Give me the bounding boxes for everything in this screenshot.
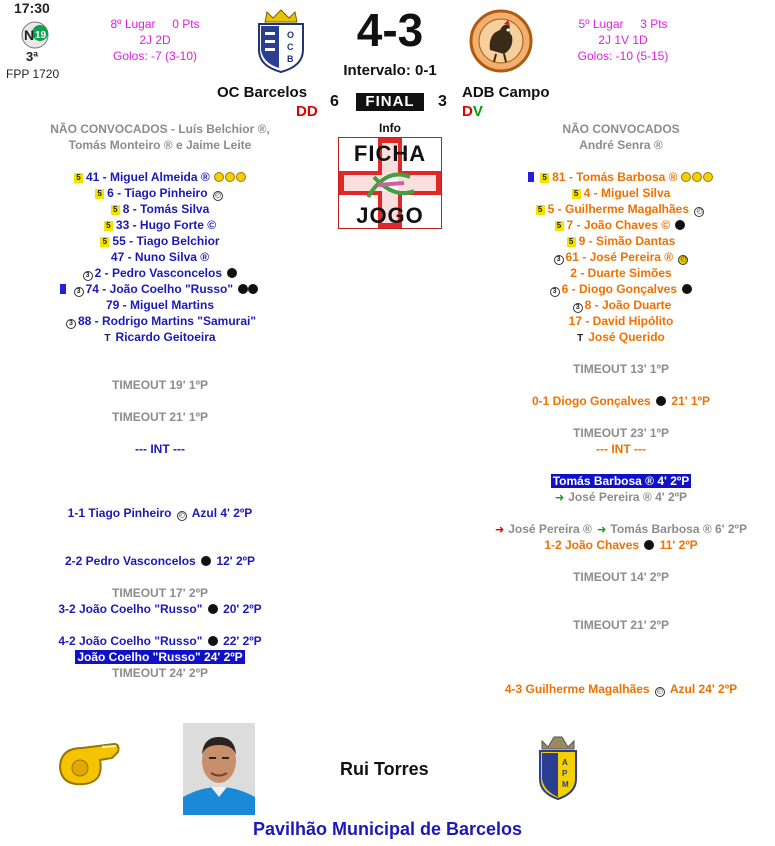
status-final: FINAL (356, 93, 424, 111)
player-name: Diogo Gonçalves (578, 282, 678, 296)
svg-text:M: M (562, 780, 569, 789)
home-form: DD (296, 103, 318, 120)
home-goal-4[interactable] (20, 633, 300, 649)
player-number: 33 (115, 218, 130, 232)
away-timeout-4: TIMEOUT 21' 2ºP (573, 618, 669, 632)
clock-icon: ◴ (214, 192, 221, 199)
trophy-icon (703, 172, 713, 182)
home-blue-card-event[interactable] (20, 649, 300, 665)
away-points: 3 Pts (640, 17, 668, 31)
goal-time: 12' 2ºP (216, 554, 256, 568)
three-badge-icon: 3 (550, 287, 560, 297)
away-goal-1[interactable] (480, 393, 762, 409)
goal-time: 21' 1ºP (671, 394, 710, 408)
ball-icon (248, 284, 258, 294)
five-badge-icon: 5 (74, 173, 83, 183)
player-number: 81 (552, 170, 566, 184)
goal-time: Azul 24' 2ºP (669, 682, 738, 696)
player-name: Nuno Silva ® (134, 250, 210, 264)
home-player-33[interactable]: 5 33 - Hugo Forte © (20, 217, 300, 233)
five-badge-icon: 5 (540, 173, 549, 183)
player-name: Tiago Pinheiro (124, 186, 208, 200)
arrow-in-icon: ➜ (554, 492, 565, 504)
player-name: João Chaves © (583, 218, 671, 232)
goal-time: 22' 2ºP (223, 634, 262, 648)
clock-icon: ◴ (680, 256, 687, 263)
blue-card-highlight: Tomás Barbosa ® 4' 2ºP (552, 474, 690, 488)
division-label: 3ª (26, 49, 39, 64)
trophy-icon (681, 172, 691, 182)
away-form-v: V (472, 103, 483, 120)
player-name: Tiago Belchior (136, 234, 220, 248)
five-badge-icon: 5 (572, 189, 581, 199)
goal-time: Azul 4' 2ºP (191, 506, 253, 520)
home-player-41[interactable]: 5 41 - Miguel Almeida ® (20, 169, 300, 185)
trophy-icon (692, 172, 702, 182)
player-name: Rodrigo Martins "Samurai" (101, 314, 257, 328)
away-player-8[interactable]: 3 8 - João Duarte (480, 297, 762, 313)
blue-card-icon (60, 284, 66, 294)
home-team-name[interactable]: OC Barcelos (217, 84, 308, 101)
player-number: 74 (85, 282, 99, 296)
home-timeout-1: TIMEOUT 19' 1ºP (112, 378, 208, 392)
five-badge-icon: 5 (104, 221, 113, 231)
home-timeout-3: TIMEOUT 17' 2ºP (112, 586, 208, 600)
away-timeout-3: TIMEOUT 14' 2ºP (573, 570, 669, 584)
away-timeout-2: TIMEOUT 23' 1ºP (573, 426, 669, 440)
player-name: Miguel Almeida ® (109, 170, 210, 184)
clock-icon: ◴ (696, 208, 703, 215)
jogo-text: JOGO (356, 203, 424, 228)
coach-icon: T (104, 333, 111, 344)
trophy-icon (214, 172, 224, 182)
goal-text: 4-2 João Coelho "Russo" (58, 634, 203, 648)
sub-text: José Pereira ® 4' 2ºP (568, 490, 688, 504)
away-absent-title: NÃO CONVOCADOS (562, 122, 680, 136)
three-badge-icon: 3 (83, 271, 93, 281)
svg-text:A: A (562, 758, 568, 767)
home-player-2[interactable]: 3 2 - Pedro Vasconcelos (20, 265, 300, 281)
home-record: 2J 2D (139, 33, 171, 47)
ball-icon (201, 556, 211, 566)
trophy-icon (236, 172, 246, 182)
rating-label: FPP 1720 (6, 67, 60, 81)
svg-text:C: C (287, 42, 294, 52)
away-record: 2J 1V 1D (598, 33, 648, 47)
home-player-88[interactable]: 3 88 - Rodrigo Martins "Samurai" (20, 313, 300, 329)
player-number: 55 (112, 234, 126, 248)
player-number: 2 (570, 266, 577, 280)
ball-icon (656, 396, 666, 406)
goal-time: 11' 2ºP (659, 538, 698, 552)
five-badge-icon: 5 (555, 221, 564, 231)
home-player-79[interactable]: 79 - Miguel Martins (105, 298, 215, 312)
away-substitution[interactable] (480, 521, 762, 537)
away-player-81[interactable]: 5 81 - Tomás Barbosa ® (480, 169, 762, 185)
clock-icon: ◴ (656, 688, 663, 695)
player-name: Miguel Silva (601, 186, 671, 200)
away-rank: 5º Lugar (578, 17, 624, 31)
info-label: Info (379, 121, 401, 135)
three-badge-icon: 3 (74, 287, 84, 297)
goal-text: 0-1 Diogo Gonçalves (532, 394, 651, 408)
goal-text: 1-1 Tiago Pinheiro (67, 506, 172, 520)
away-shots: 3 (438, 93, 447, 110)
player-name: José Pereira ® (589, 250, 674, 264)
player-number: 6 (107, 186, 114, 200)
home-player-8[interactable]: 5 8 - Tomás Silva (20, 201, 300, 217)
five-badge-icon: 5 (100, 237, 109, 247)
away-player-6[interactable]: 3 6 - Diogo Gonçalves (480, 281, 762, 297)
away-interval: --- INT --- (596, 442, 646, 456)
five-badge-icon: 5 (95, 189, 104, 199)
home-goals: Golos: -7 (3-10) (112, 49, 198, 63)
player-number: 61 (565, 250, 579, 264)
coach-name: José Querido (588, 330, 665, 344)
player-name: Miguel Martins (130, 298, 215, 312)
player-number: 47 (110, 250, 125, 264)
halftime-score: Intervalo: 0-1 (343, 62, 437, 79)
three-badge-icon: 3 (573, 303, 583, 313)
home-goal-3[interactable] (20, 601, 300, 617)
three-badge-icon: 3 (554, 255, 564, 265)
sub-out-text: José Pereira ® (508, 522, 592, 536)
player-number: 8 (584, 298, 592, 312)
home-timeout-2: TIMEOUT 21' 1ºP (112, 410, 208, 424)
player-name: Guilherme Magalhães (564, 202, 690, 216)
player-name: David Hipólito (592, 314, 674, 328)
ball-icon (208, 636, 218, 646)
home-goal-1[interactable] (20, 505, 300, 521)
home-coach[interactable] (20, 329, 300, 345)
home-interval: --- INT --- (135, 442, 185, 456)
ball-icon (682, 284, 692, 294)
ball-icon (227, 268, 237, 278)
five-badge-icon: 5 (111, 205, 120, 215)
kickoff-time: 17:30 (14, 0, 50, 16)
whistle-icon (56, 738, 124, 790)
player-number: 79 (105, 298, 120, 312)
player-name: Duarte Simões (587, 266, 672, 280)
player-number: 4 (583, 186, 591, 200)
blue-card-icon (528, 172, 534, 182)
player-number: 6 (561, 282, 569, 296)
svg-text:P: P (562, 769, 568, 778)
away-coach[interactable] (480, 329, 762, 345)
trophy-icon (225, 172, 235, 182)
away-goal-3[interactable] (480, 681, 762, 697)
player-number: 88 (77, 314, 92, 328)
away-goal-2[interactable] (480, 537, 762, 553)
home-goal-2[interactable] (20, 553, 300, 569)
home-absent-names: Tomás Monteiro ® e Jaime Leite (68, 138, 252, 152)
ball-icon (238, 284, 248, 294)
home-player-6[interactable]: 5 6 - Tiago Pinheiro ◴ (20, 185, 300, 201)
player-number: 7 (566, 218, 574, 232)
player-number: 2 (94, 266, 102, 280)
player-name: João Duarte (602, 298, 672, 312)
home-absent-title: NÃO CONVOCADOS - Luís Belchior ®, (50, 122, 270, 136)
five-badge-icon: 5 (536, 205, 545, 215)
ficha-text: FICHA (353, 141, 427, 166)
player-name: Simão Dantas (596, 234, 676, 248)
svg-text:B: B (287, 54, 294, 64)
player-name: Hugo Forte © (139, 218, 217, 232)
arrow-out-icon: ➜ (495, 524, 505, 536)
home-player-74[interactable]: 3 74 - João Coelho "Russo" (20, 281, 300, 297)
away-player-4[interactable]: 5 4 - Miguel Silva (480, 185, 762, 201)
home-column (20, 0, 300, 846)
venue-name[interactable]: Pavilhão Municipal de Barcelos (252, 819, 523, 839)
player-number: 5 (547, 202, 555, 216)
svg-text:19: 19 (35, 30, 47, 41)
away-player-61[interactable]: 3 61 - José Pereira ® ◴ (480, 249, 762, 265)
away-sub-in-event[interactable] (480, 489, 762, 505)
goal-text: 4-3 Guilherme Magalhães (504, 682, 650, 696)
away-player-9[interactable]: 5 9 - Simão Dantas (480, 233, 762, 249)
referee-photo (183, 723, 255, 815)
player-name: Pedro Vasconcelos (111, 266, 223, 280)
association-crest-icon (536, 735, 580, 801)
away-blue-card-event[interactable] (480, 473, 762, 489)
coach-name: Ricardo Geitoeira (115, 330, 216, 344)
goal-text: 1-2 João Chaves (544, 538, 640, 552)
home-rank: 8º Lugar (110, 17, 156, 31)
goal-time: 20' 2ºP (223, 602, 262, 616)
sub-in-text: Tomás Barbosa ® 6' 2ºP (610, 522, 747, 536)
away-form-d: D (462, 103, 473, 120)
player-number: 41 (85, 170, 100, 184)
home-shots: 6 (330, 93, 339, 110)
ficha-jogo-button[interactable] (338, 137, 442, 229)
home-timeout-4: TIMEOUT 24' 2ºP (112, 666, 208, 680)
five-badge-icon: 5 (567, 237, 576, 247)
away-player-17[interactable]: 17 - David Hipólito (568, 314, 674, 328)
ball-icon (208, 604, 218, 614)
away-column (480, 0, 762, 846)
three-badge-icon: 3 (66, 319, 76, 329)
home-player-47[interactable]: 47 - Nuno Silva ® (110, 250, 210, 264)
svg-text:O: O (287, 30, 295, 40)
ball-icon (675, 220, 685, 230)
player-name: Tomás Silva (140, 202, 210, 216)
blue-card-highlight: João Coelho "Russo" 24' 2ºP (77, 650, 243, 664)
goal-text: 2-2 Pedro Vasconcelos (64, 554, 196, 568)
away-goals: Golos: -10 (5-15) (577, 49, 669, 63)
away-player-2[interactable]: 2 - Duarte Simões (570, 266, 672, 280)
away-team-name[interactable]: ADB Campo (462, 84, 550, 101)
coach-icon: T (577, 333, 584, 344)
player-number: 9 (578, 234, 586, 248)
away-player-7[interactable]: 5 7 - João Chaves © (480, 217, 762, 233)
player-name: João Coelho "Russo" (109, 282, 234, 296)
player-number: 17 (568, 314, 582, 328)
player-number: 8 (122, 202, 130, 216)
goal-text: 3-2 João Coelho "Russo" (58, 602, 203, 616)
arrow-in-icon: ➜ (597, 524, 607, 536)
home-player-55[interactable]: 5 55 - Tiago Belchior (20, 233, 300, 249)
clock-icon: ◴ (178, 512, 185, 519)
final-score: 4-3 (356, 4, 424, 56)
away-absent-names: André Senra ® (579, 138, 663, 152)
home-points: 0 Pts (172, 17, 200, 31)
referee-name[interactable]: Rui Torres (340, 759, 429, 779)
ball-icon (644, 540, 654, 550)
away-timeout-1: TIMEOUT 13' 1ºP (573, 362, 669, 376)
away-player-5[interactable]: 5 5 - Guilherme Magalhães ◴ (480, 201, 762, 217)
svg-text:N: N (24, 27, 35, 43)
player-name: Tomás Barbosa ® (576, 170, 678, 184)
